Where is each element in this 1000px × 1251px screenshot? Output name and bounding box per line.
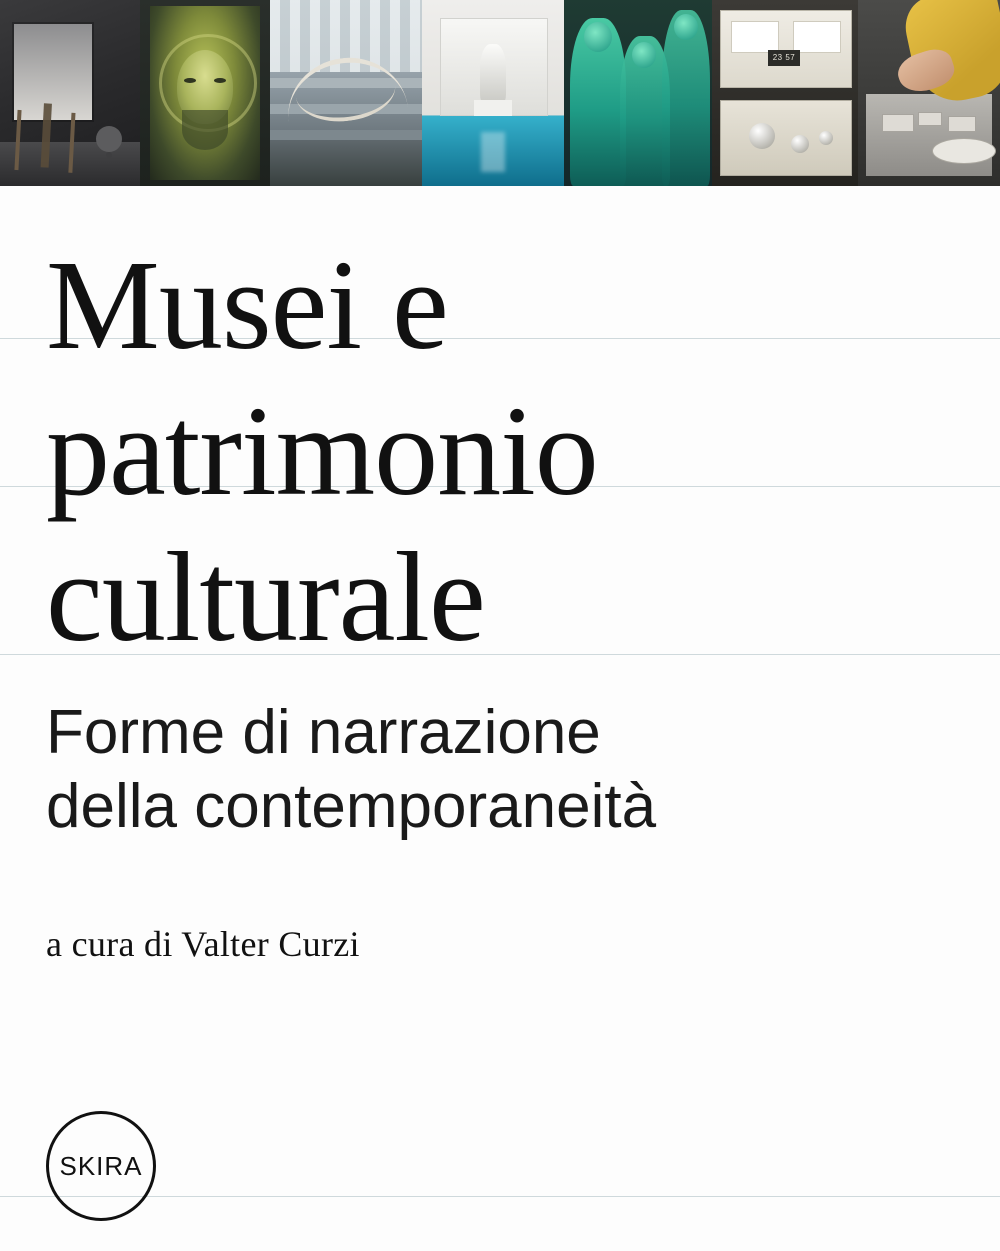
photo-gallery-sculpture-reflection bbox=[422, 0, 564, 186]
studio-floor bbox=[0, 142, 140, 186]
photo-green-sculptures bbox=[564, 0, 712, 186]
green-figure-head-2 bbox=[632, 42, 656, 68]
marble-sculpture bbox=[480, 44, 506, 104]
green-figure-head-3 bbox=[674, 14, 698, 40]
display-case-upper bbox=[720, 10, 852, 88]
architectural-model bbox=[866, 94, 992, 176]
model-block-3 bbox=[948, 116, 976, 132]
case-tag-label: 23 57 bbox=[768, 50, 800, 66]
icon-beard bbox=[182, 110, 228, 150]
subtitle-line-2: della contemporaneità bbox=[46, 772, 657, 841]
photo-display-cases bbox=[712, 0, 858, 186]
book-editor: a cura di Valter Curzi bbox=[46, 924, 360, 964]
case-object-3 bbox=[819, 131, 833, 145]
photo-icon-portrait-christ bbox=[140, 0, 270, 186]
cover-text-block bbox=[0, 186, 1000, 1251]
title-line-1: Musei e bbox=[46, 234, 448, 376]
book-subtitle bbox=[46, 696, 946, 844]
icon-panel bbox=[150, 6, 260, 180]
photo-strip bbox=[0, 0, 1000, 186]
book-title bbox=[46, 232, 946, 670]
model-oval-element bbox=[932, 138, 996, 164]
case-object-2 bbox=[791, 135, 809, 153]
model-block-1 bbox=[882, 114, 914, 132]
icon-eye-left bbox=[184, 78, 196, 83]
title-line-2: patrimonio bbox=[46, 380, 598, 522]
model-block-2 bbox=[918, 112, 942, 126]
sculpture-reflection bbox=[481, 132, 505, 172]
photo-hands-architectural-model bbox=[858, 0, 1000, 186]
display-case-lower bbox=[720, 100, 852, 176]
title-line-3: culturale bbox=[46, 526, 485, 668]
publisher-logo bbox=[46, 1111, 156, 1221]
atrium-floor bbox=[270, 140, 422, 186]
subtitle-line-1: Forme di narrazione bbox=[46, 698, 601, 767]
photo-artist-studio-easel bbox=[0, 0, 140, 186]
studio-stool bbox=[96, 126, 122, 152]
photo-museum-atrium-dinosaur bbox=[270, 0, 422, 186]
publisher-name: SKIRA bbox=[59, 1150, 143, 1181]
case-object-1 bbox=[749, 123, 775, 149]
green-figure-head-1 bbox=[584, 22, 612, 52]
icon-eye-right bbox=[214, 78, 226, 83]
